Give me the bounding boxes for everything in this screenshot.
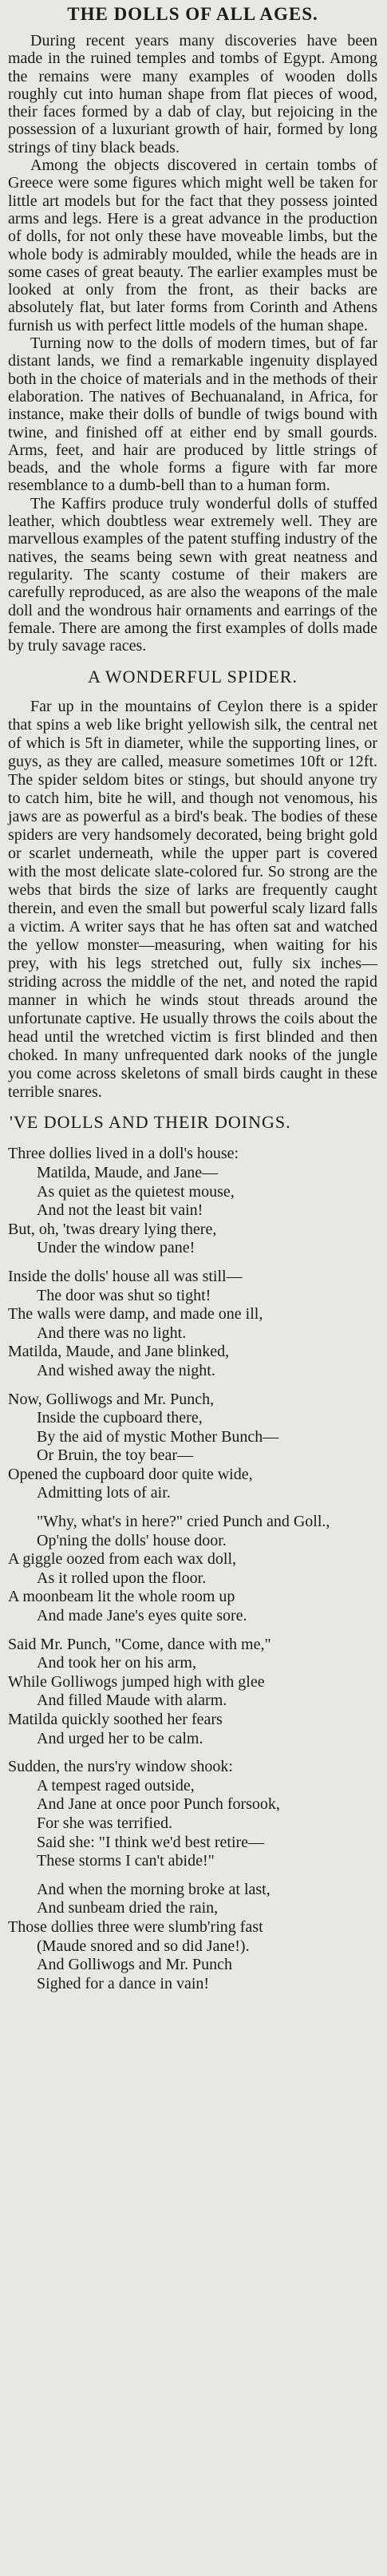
poem-line: Matilda, Maude, and Jane blinked, [8,1343,230,1361]
poem-line: Or Bruin, the toy bear— [37,1446,194,1465]
poem-line: Sighed for a dance in vain! [37,1974,210,1992]
poem-stanza [8,1145,377,1258]
poem-line: A giggle oozed from each wax doll, [8,1550,237,1569]
spider-paragraph: Far up in the mountains of Ceylon there is a spider that spins a web like bright yellowish silk, the central net of which is 5ft in diameter, while the supporting lines, or guys, as they are called, measure sometimes 10ft or 12ft. The spider seldom bites or stings, but should anyone try to catch him, bite he will, and though not venomous, his jaws are as powerful as a bird's beak. The bodies of these spiders are very handsomely decorated, being bright gold or scarlet underneath, while the upper part is covered with the most delicate slate-colored fur. So strong are the webs that birds the size of larks are frequently caught therein, and even the small but powerful scaly lizard falls a victim. A writer says that he has often sat and watched the yellow monster—measuring, when waiting for his prey, with his legs stretched out, fully six inches—striding across the middle of the net, and noted the rapid manner in which he winds stout threads around the unfortunate captive. He usually throws the coils about the head until the wretched victim is first blinded and then choked. In many unfrequented dark nooks of the jungle you come across skeletons of small birds caught in these terrible snares. [8,698,377,1102]
poem-line: Op'ning the dolls' house door. [37,1531,227,1549]
poem-line: A moonbeam lit the whole room up [8,1588,235,1606]
poem-line: A tempest raged outside, [37,1776,195,1794]
poem-line: As quiet as the quietest mouse, [37,1182,235,1201]
poem-line: "Why, what's in here?" cried Punch and Goll., [37,1513,330,1531]
article-paragraph: During recent years many discoveries have been made in the ruined temples and tombs of Egypt. Among the remains were many examples of wooden dolls roughly cut into human shape from flat pieces of wood, their faces formed by a dab of clay, but rejoicing in the possession of a luxuriant growth of hair, formed by long strings of tiny black beads. [8,32,377,156]
poem-stanza [8,1391,377,1504]
poem-line: Matilda quickly soothed her fears [8,1711,223,1729]
poem-line: Said she: "I think we'd best retire— [37,1833,265,1851]
poem-line: Said Mr. Punch, "Come, dance with me," [8,1635,271,1653]
article-paragraph: The Kaffirs produce truly wonderful dolls of stuffed leather, which doubtless wear extremely well. They are marvellous examples of the patent stuffing industry of the natives, the seams being sewn with great neatness and regularity. The scanty costume of their makers are carefully reproduced, as are also the weapons of the male doll and the wondrous hair ornaments and earrings of the female. There are among the first examples of dolls made by truly savage races. [8,494,377,655]
poem-line: The door was shut so tight! [37,1286,211,1304]
poem-line: And sunbeam dried the rain, [37,1899,219,1917]
poem-line: But, oh, 'twas dreary lying there, [8,1220,217,1238]
poem-line: Inside the dolls' house all was still— [8,1267,243,1285]
poem-line: Three dollies lived in a doll's house: [8,1145,239,1163]
poem-heading: 'VE DOLLS AND THEIR DOINGS. [10,1112,291,1133]
poem-line: Sudden, the nurs'ry window shook: [8,1758,233,1776]
poem-stanza [8,1513,377,1626]
poem-line: Admitting lots of air. [37,1484,171,1502]
poem-line: Opened the cupboard door quite wide, [8,1465,253,1483]
poem-line: Inside the cupboard there, [37,1409,203,1427]
poem-line: By the aid of mystic Mother Bunch— [37,1427,279,1446]
poem-line: Now, Golliwogs and Mr. Punch, [8,1390,215,1408]
poem-line: Those dollies three were slumb'ring fast [8,1917,263,1936]
poem-line: Matilda, Maude, and Jane— [37,1163,219,1181]
poem-stanza [8,1636,377,1749]
poem-line: The walls were damp, and made one ill, [8,1305,263,1324]
poem-line: And took her on his arm, [37,1654,196,1672]
poem-line: And urged her to be calm. [37,1729,203,1747]
poem-line: For she was terrified. [37,1814,172,1832]
article-paragraph: Turning now to the dolls of modern times, but of far distant lands, we find a remarkable ingenuity displayed both in the choice of materials and in the methods of their elaboration. The natives of Bechuanaland, in Africa, for instance, make their dolls of bundle of twigs bound with twine, and finished off at either end by small gourds. Arms, feet, and hair are produced by little strings of beads, and the whole forms a figure with far more resemblance to a dumb-bell than to a human form. [8,334,377,495]
poem-stanza [8,1758,377,1871]
poem-body [8,1145,377,1993]
article-body [8,32,377,655]
poem-stanza [8,1268,377,1381]
article-paragraph: Among the objects discovered in certain tombs of Greece were some figures which might well be taken for little art models but for the fact that they possess jointed arms and legs. Here is a great advance in the production of dolls, for not only these have moveable limbs, but the whole body is admirably moulded, while the heads are in some cases of great beauty. The earlier examples must be looked at only from the front, as their backs are absolutely flat, but later forms from Corinth and Athens furnish us with perfect little models of the human shape. [8,156,377,334]
spider-heading: A WONDERFUL SPIDER. [88,667,298,687]
poem-line: As it rolled upon the floor. [37,1569,207,1587]
poem-line: And there was no light. [37,1324,187,1342]
article-headline: THE DOLLS OF ALL AGES. [67,4,318,24]
poem-line: And when the morning broke at last, [37,1880,271,1898]
poem-line: And Golliwogs and Mr. Punch [37,1956,232,1974]
poem-line: And made Jane's eyes quite sore. [37,1607,247,1625]
poem-line: While Golliwogs jumped high with glee [8,1672,265,1691]
poem-line: Under the window pane! [37,1239,195,1257]
poem-line: And Jane at once poor Punch forsook, [37,1795,280,1814]
poem-line: And wished away the night. [37,1361,215,1379]
poem-line: And filled Maude with alarm. [37,1692,227,1710]
poem-line: And not the least bit vain! [37,1201,203,1220]
poem-line: (Maude snored and so did Jane!). [37,1937,250,1955]
poem-stanza [8,1881,377,1994]
poem-line: These storms I can't abide!" [37,1852,215,1870]
